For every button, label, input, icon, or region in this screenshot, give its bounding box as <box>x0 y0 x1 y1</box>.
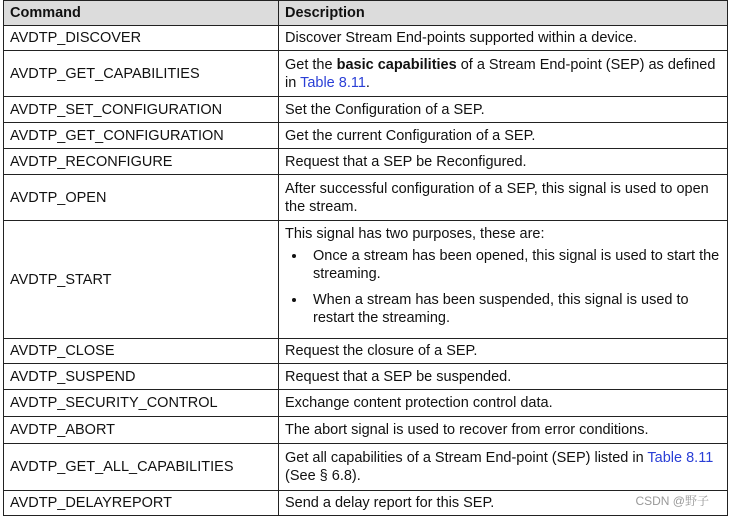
description-cell: Set the Configuration of a SEP. <box>279 97 728 123</box>
description-cell <box>279 51 728 97</box>
description-cell: Get the current Configuration of a SEP. <box>279 123 728 149</box>
table-row <box>4 221 728 339</box>
bullet-item: • When a stream has been suspended, this signal is used to restart the streaming. <box>307 291 721 327</box>
watermark: CSDN @野子 <box>635 494 709 508</box>
command-cell: AVDTP_GET_CAPABILITIES <box>4 51 279 97</box>
command-cell: AVDTP_DISCOVER <box>4 26 279 51</box>
text: of a Stream End-point (SEP) as defined in <box>285 56 716 91</box>
description-cell: Request that a SEP be suspended. <box>279 364 728 390</box>
table-row <box>4 123 728 149</box>
table-row <box>4 339 728 364</box>
text: Get all capabilities of a Stream End-point (SEP) listed in <box>285 450 648 466</box>
bold-text: basic capabilities <box>336 56 457 73</box>
description-cell: Exchange content protection control data. <box>279 390 728 417</box>
text: (See § 6.8). <box>285 468 361 484</box>
command-cell: AVDTP_SUSPEND <box>4 364 279 390</box>
table-row <box>4 444 728 491</box>
description-cell: Request the closure of a SEP. <box>279 339 728 364</box>
table-row <box>4 97 728 123</box>
command-cell: AVDTP_START <box>4 221 279 339</box>
description-cell <box>279 444 728 491</box>
table-row <box>4 390 728 417</box>
command-cell: AVDTP_GET_CONFIGURATION <box>4 123 279 149</box>
header-row <box>4 1 728 26</box>
table-link[interactable]: Table 8.11 <box>300 74 366 91</box>
table-row <box>4 51 728 97</box>
command-cell: AVDTP_SET_CONFIGURATION <box>4 97 279 123</box>
avdtp-commands-table <box>3 0 728 516</box>
header-description: Description <box>279 1 728 26</box>
text: This signal has two purposes, these are: <box>285 225 545 242</box>
table-row <box>4 364 728 390</box>
table-row <box>4 26 728 51</box>
command-cell: AVDTP_CLOSE <box>4 339 279 364</box>
description-cell: Discover Stream End-points supported within a device. <box>279 26 728 51</box>
command-cell: AVDTP_DELAYREPORT <box>4 491 279 516</box>
command-cell: AVDTP_SECURITY_CONTROL <box>4 390 279 417</box>
table-row <box>4 491 728 516</box>
table-row <box>4 149 728 175</box>
table-row <box>4 175 728 221</box>
bullet-item: • Once a stream has been opened, this signal is used to start the streaming. <box>307 247 721 283</box>
description-cell: Send a delay report for this SEP. <box>279 491 728 516</box>
table-row <box>4 417 728 444</box>
command-cell: AVDTP_ABORT <box>4 417 279 444</box>
command-cell: AVDTP_RECONFIGURE <box>4 149 279 175</box>
text: Get the <box>285 56 337 73</box>
text: . <box>365 74 370 91</box>
description-cell <box>279 221 728 339</box>
description-cell: Request that a SEP be Reconfigured. <box>279 149 728 175</box>
table-link[interactable]: Table 8.11 <box>647 450 714 466</box>
header-command: Command <box>4 1 279 26</box>
command-cell: AVDTP_OPEN <box>4 175 279 221</box>
description-cell: The abort signal is used to recover from error conditions. <box>279 417 728 444</box>
command-cell: AVDTP_GET_ALL_CAPABILITIES <box>4 444 279 491</box>
bullet-list <box>285 247 721 327</box>
description-cell: After successful configuration of a SEP, this signal is used to open the stream. <box>279 175 728 221</box>
